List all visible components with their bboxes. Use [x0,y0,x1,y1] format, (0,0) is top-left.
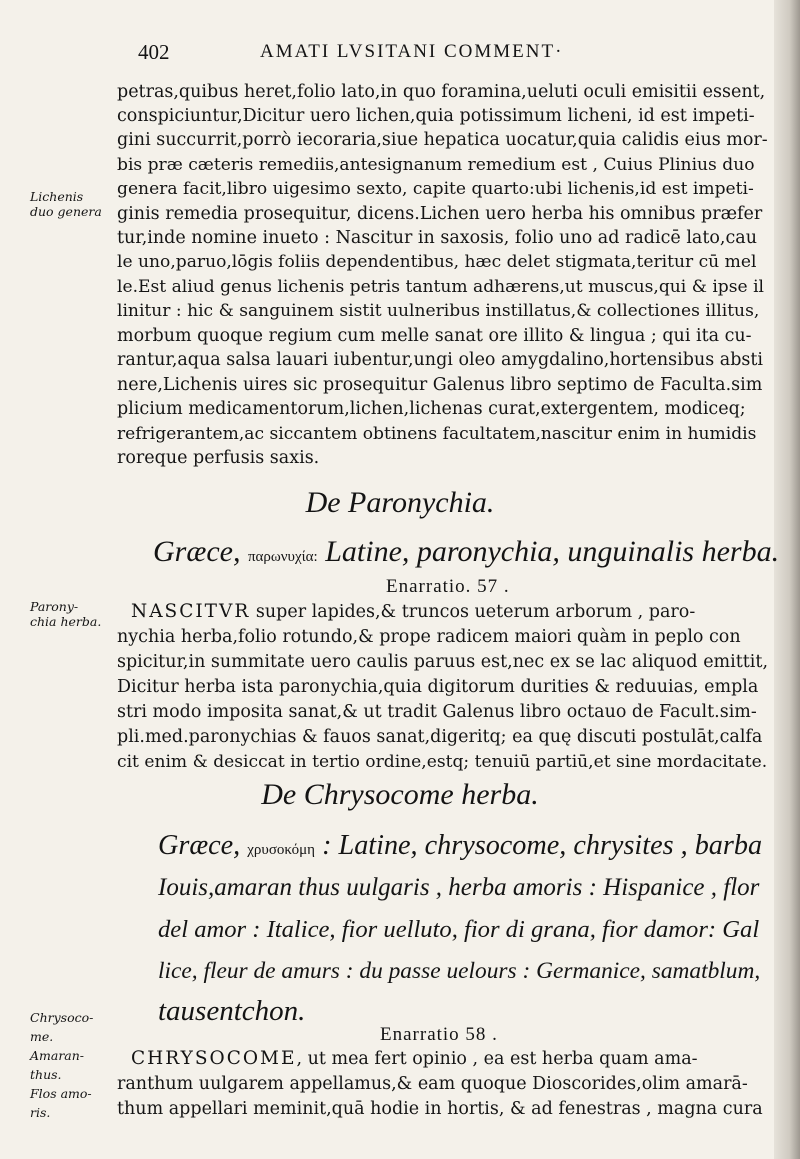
margin-note-line: Parony- [30,599,79,614]
greek-word: παρωνυχία: [247,549,318,565]
text-line: ginis remedia prosequitur, dicens.Lichen uero herba his omnibus præfer [117,204,763,224]
margin-note-line: ris. [30,1105,51,1120]
margin-note-chrysocome [30,1008,93,1122]
margin-note-line: Chrysoco- [30,1010,94,1025]
text-line: roreque perfusis saxis. [117,448,320,468]
text-line: refrigerantem,ac siccantem obtinens facultatem,nascitur enim in humidis [117,424,757,444]
text-line: tur,inde nomine inueto : Nascitur in saxosis, folio uno ad radicē lato,cau [117,228,757,248]
text-line: stri modo imposita sanat,& ut tradit Galenus libro octauo de Facult.sim- [117,702,757,722]
margin-note-line: duo genera [30,204,102,219]
text-line: nere,Lichenis uires sic prosequitur Galenus libro septimo de Faculta.sim [117,375,763,395]
text-line: nychia herba,folio rotundo,& prope radicem maiori quàm in peplo con [117,627,741,647]
lead-word: CHRYSOCOME [131,1048,297,1069]
enarratio-57: Enarratio. 57 . [386,576,510,597]
text-line: petras,quibus heret,folio lato,in quo foramina,ueluti oculi emisitii essent, [117,82,766,102]
enarratio-58: Enarratio 58 . [380,1024,498,1045]
running-title: AMATI LVSITANI COMMENT· [260,41,564,62]
synonym-line: lice, fleur de amurs : du passe uelours : Germanice, samatblum, [158,958,761,984]
text-line: plicium medicamentorum,lichen,lichenas curat,extergentem, modiceq; [117,399,746,419]
synonym-line: Iouis,amaran thus uulgaris , herba amoris : Hispanice , flor [158,874,760,901]
text-line: linitur : hic & sanguinem sistit uulneribus instillatus,& collectiones illitus, [117,301,760,321]
lead-word: NASCITVR [131,601,251,622]
text-line: genera facit,libro uigesimo sexto, capite quarto:ubi lichenis,id est impeti- [117,179,754,199]
page-header [138,40,758,70]
greek-word: χρυσοκόμη [247,842,316,858]
synonym-line: tausentchon. [158,995,306,1027]
margin-note-line: Flos amo- [30,1086,92,1101]
section-title-paronychia: De Paronychia. [305,486,495,519]
text-line: Dicitur herba ista paronychia,quia digitorum durities & reduuias, empla [117,677,759,697]
margin-note-paronychia [30,599,101,629]
text-line: ranthum uulgarem appellamus,& eam quoque Dioscorides,olim amarā- [117,1074,748,1094]
text-line: gini succurrit,porrò iecoraria,siue hepatica uocatur,quia calidis eius mor- [117,130,768,150]
latin-label: Latine, paronychia, unguinalis herba. [325,535,780,568]
text-span: super lapides,& truncos ueterum arborum , paro- [250,602,696,622]
page-edge [774,0,800,1159]
margin-note-line: Amaran- [30,1048,85,1063]
text-line: cit enim & desiccat in tertio ordine,estq; tenuiū partiū,et sine mordacitate. [117,752,768,772]
margin-note-line: thus. [30,1067,62,1082]
synonym-line [158,826,762,870]
synonym-line-paronychia [153,535,779,569]
text-line: rantur,aqua salsa lauari iubentur,ungi oleo amygdalino,hortensibus absti [117,350,764,370]
text-line [131,1047,698,1071]
text-line: morbum quoque regium cum melle sanat ore illito & lingua ; qui ita cu- [117,326,752,346]
text-line: bis præ cæteris remediis,antesignanum remedium est , Cuius Plinius duo [117,155,755,175]
text-line: conspiciuntur,Dicitur uero lichen,quia potissimum licheni, id est impeti- [117,106,755,126]
synonym-line: del amor : Italice, fior uelluto, fior di grana, fior damor: Gal [158,916,760,943]
margin-note-line: chia herba. [30,614,102,629]
text-line: pli.med.paronychias & fauos sanat,digeritq; ea quę discuti postulāt,calfa [117,727,763,747]
text-line: spicitur,in summitate uero caulis paruus est,nec ex se lac aliquod emittit, [117,652,769,672]
margin-note-line: Lichenis [30,189,84,204]
text-line [131,600,695,624]
greek-label: Græce, [158,830,241,861]
margin-note-line: me. [30,1029,54,1044]
section-title-chrysocome: De Chrysocome herba. [261,778,539,811]
text-span: , ut mea fert opinio , ea est herba quam ama- [296,1049,698,1069]
page-number: 402 [138,40,170,64]
text-line: le uno,paruo,lōgis foliis dependentibus, hæc delet stigmata,teritur cū mel [117,252,757,272]
text-line: thum appellari meminit,quā hodie in hortis, & ad fenestras , magna cura [117,1099,763,1119]
text-line: le.Est aliud genus lichenis petris tantum adhærens,ut muscus,qui & ipse il [117,277,765,297]
synonym-text: : Latine, chrysocome, chrysites , barba [315,830,763,861]
margin-note-lichenis [30,189,102,219]
greek-label: Græce, [153,535,241,568]
